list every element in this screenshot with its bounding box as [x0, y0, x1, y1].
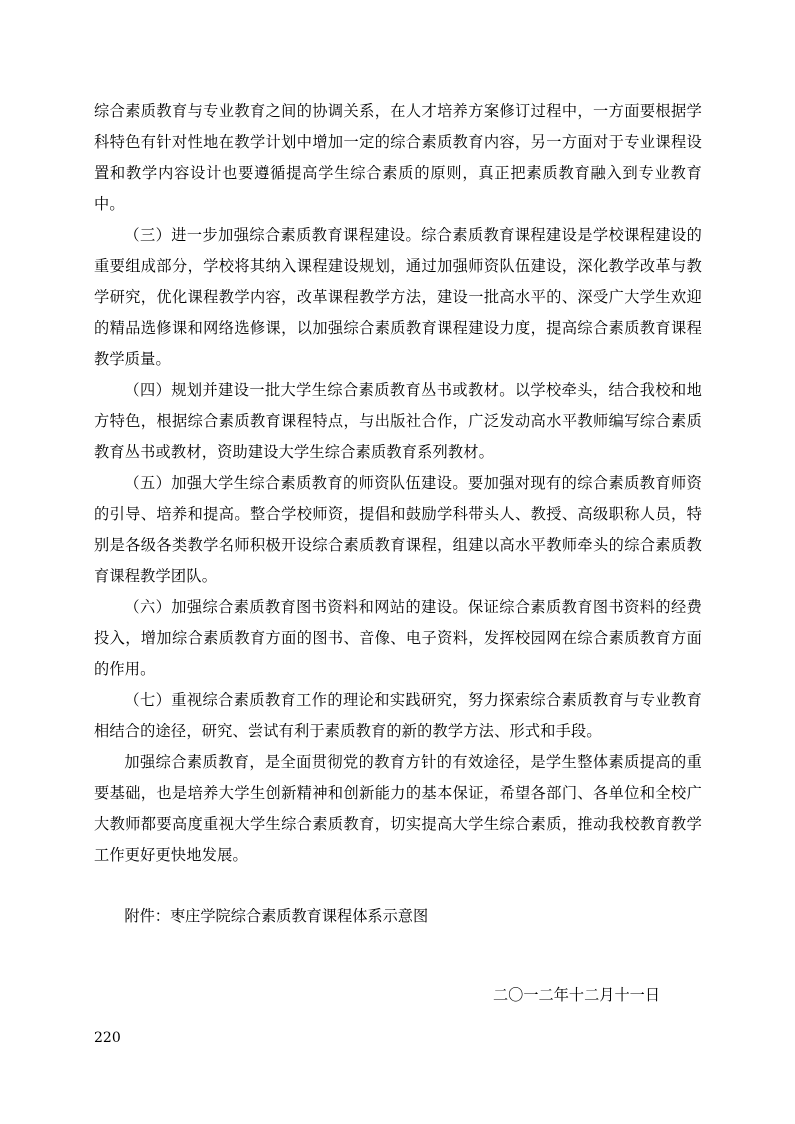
attachment-line: 附件：枣庄学院综合素质教育课程体系示意图 — [124, 907, 429, 925]
paragraph-closing: 加强综合素质教育，是全面贯彻党的教育方针的有效途径，是学生整体素质提高的重要基础，也是培养大学生创新精神和创新能力的基本保证，希望各部门、各单位和全校广大教师都要高度重视大学生综合素质教育，切实提高大学生综合素质，推动我校教育教学工作更好更快地发展。 — [94, 753, 702, 864]
spacer-before-date — [94, 932, 702, 962]
paragraph-item-6: （六）加强综合素质教育图书资料和网站的建设。保证综合素质教育图书资料的经费投入，增加综合素质教育方面的图书、音像、电子资料，发挥校园网在综合素质教育方面的作用。 — [94, 598, 702, 678]
spacer-before-date-2 — [94, 962, 702, 980]
paragraph-item-4: （四）规划并建设一批大学生综合素质教育丛书或教材。以学校牵头，结合我校和地方特色，根据综合素质教育课程特点，与出版社合作，广泛发动高水平教师编写综合素质教育丛书或教材，资助建设大学生综合素质教育系列教材。 — [94, 381, 702, 461]
document-body — [94, 96, 702, 1011]
paragraph-continued: 综合素质教育与专业教育之间的协调关系，在人才培养方案修订过程中，一方面要根据学科特色有针对性地在教学计划中增加一定的综合素质教育内容，另一方面对于专业课程设置和教学内容设计也要遵循提高学生综合素质的原则，真正把素质教育融入到专业教育中。 — [94, 102, 702, 213]
spacer-before-attachment — [94, 871, 702, 901]
document-date: 二〇一二年十二月十一日 — [492, 986, 660, 1004]
paragraph-item-7: （七）重视综合素质教育工作的理论和实践研究，努力探索综合素质教育与专业教育相结合的途径，研究、尝试有利于素质教育的新的教学方法、形式和手段。 — [94, 691, 702, 740]
page-number: 220 — [94, 1030, 121, 1046]
paragraph-item-3: （三）进一步加强综合素质教育课程建设。综合素质教育课程建设是学校课程建设的重要组成部分，学校将其纳入课程建设规划，通过加强师资队伍建设，深化教学改革与教学研究，优化课程教学内容，改革课程教学方法，建设一批高水平的、深受广大学生欢迎的精品选修课和网络选修课，以加强综合素质教育课程建设力度，提高综合素质教育课程教学质量。 — [94, 226, 702, 368]
paragraph-item-5: （五）加强大学生综合素质教育的师资队伍建设。要加强对现有的综合素质教育师资的引导、培养和提高。整合学校师资，提倡和鼓励学科带头人、教授、高级职称人员，特别是各级各类教学名师积极开设综合素质教育课程，组建以高水平教师牵头的综合素质教育课程教学团队。 — [94, 474, 702, 585]
